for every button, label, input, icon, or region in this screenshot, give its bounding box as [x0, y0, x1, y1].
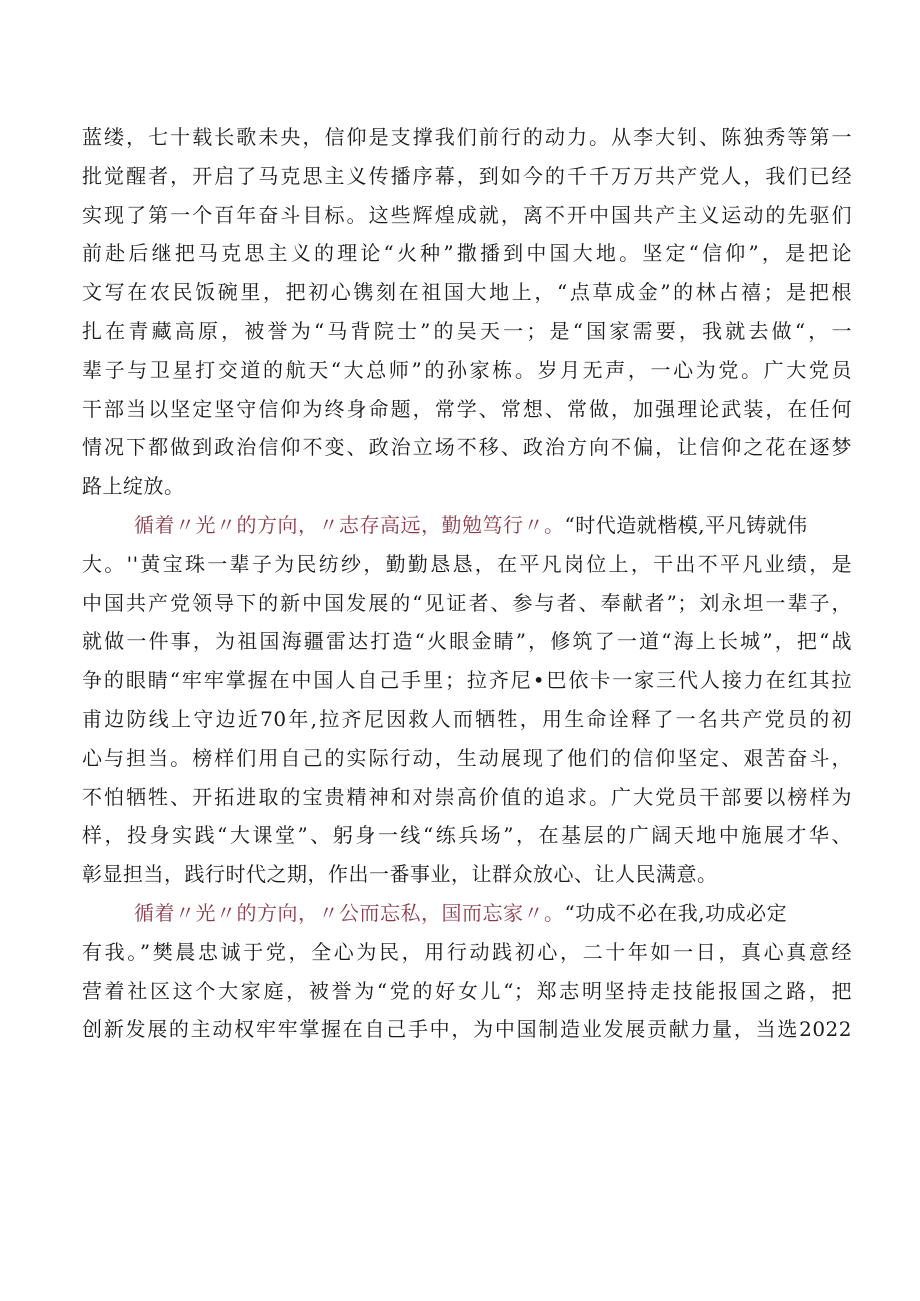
document-body	[82, 118, 852, 1049]
section-heading: 循着〃光〃的方向，〃公而忘私，国而忘家〃。	[134, 900, 565, 925]
text-line: 蓝缕，七十载长歌未央，信仰是支撑我们前行的动力。从李大钊、陈独秀等第一	[82, 125, 852, 149]
text-line: 不怕牺牲、开拓进取的宝贵精神和对崇高价值的追求。广大党员干部要以榜样为	[82, 784, 852, 809]
text-line: 辈子与卫星打交道的航天“大总师”的孙家栋。岁月无声，一心为党。广大党员	[82, 357, 852, 382]
text-line: 有我。”樊晨忠诚于党，全心为民，用行动践初心，二十年如一日，真心真意经	[82, 939, 852, 964]
text-line: 心与担当。榜样们用自己的实际行动，生动展现了他们的信仰坚定、艰苦奋斗，	[82, 745, 852, 770]
text-line: 前赴后继把马克思主义的理论“火种”撒播到中国大地。坚定“信仰”，是把论	[82, 241, 852, 266]
text-line: 彰显担当，践行时代之期，作出一番事业，让群众放心、让人民满意。	[82, 862, 718, 887]
heading-line-rest: “功成不必在我,功成必定	[564, 900, 788, 925]
text-line: 路上绽放。	[82, 474, 185, 499]
paragraph-selflessness	[82, 894, 852, 1049]
text-line: 文写在农民饭碗里，把初心镌刻在祖国大地上，“点草成金”的林占禧；是把根	[82, 280, 852, 305]
text-line: 干部当以坚定坚守信仰为终身命题，常学、常想、常做，加强理论武装，在任何	[82, 396, 852, 421]
text-line: 争的眼睛“牢牢掌握在中国人自己手里；拉齐尼•巴依卡一家三代人接力在红其拉	[82, 668, 852, 693]
text-line: 批觉醒者，开启了马克思主义传播序幕，到如今的千千万万共产党人，我们已经	[82, 163, 852, 188]
text-line: 营着社区这个大家庭，被誉为“党的好女儿“；郑志明坚持走技能报国之路，把	[82, 978, 852, 1003]
text-line: 扎在青藏高原，被誉为“马背院士”的吴天一；是“国家需要，我就去做“，一	[82, 318, 852, 343]
text-line	[82, 506, 852, 545]
text-line: 甫边防线上守边近70年,拉齐尼因救人而牺牲，用生命诠释了一名共产党员的初	[82, 706, 852, 731]
paragraph-belief	[82, 118, 852, 506]
text-line: 样，投身实践“大课堂”、躬身一线“练兵场”，在基层的广阔天地中施展才华、	[82, 823, 852, 848]
text-line: 大。''黄宝珠一辈子为民纺纱，勤勤恳恳，在平凡岗位上，干出不平凡业绩，是	[82, 551, 852, 576]
text-line: 创新发展的主动权牢牢掌握在自己手中，为中国制造业发展贡献力量，当选2022	[82, 1017, 852, 1042]
paragraph-role-models	[82, 506, 852, 894]
text-line: 就做一件事，为祖国海疆雷达打造“火眼金睛”，修筑了一道“海上长城”，把“战	[82, 629, 852, 654]
text-line: 情况下都做到政治信仰不变、政治立场不移、政治方向不偏，让信仰之花在逐梦	[82, 435, 852, 460]
section-heading: 循着〃光〃的方向，〃志存高远，勤勉笃行〃。	[134, 512, 565, 537]
text-line: 实现了第一个百年奋斗目标。这些辉煌成就，离不开中国共产主义运动的先驱们	[82, 202, 852, 227]
text-line	[82, 894, 852, 933]
text-line: 中国共产党领导下的新中国发展的“见证者、参与者、奉献者”；刘永坦一辈子，	[82, 590, 852, 615]
heading-line-rest: “时代造就楷模,平凡铸就伟	[564, 512, 808, 537]
